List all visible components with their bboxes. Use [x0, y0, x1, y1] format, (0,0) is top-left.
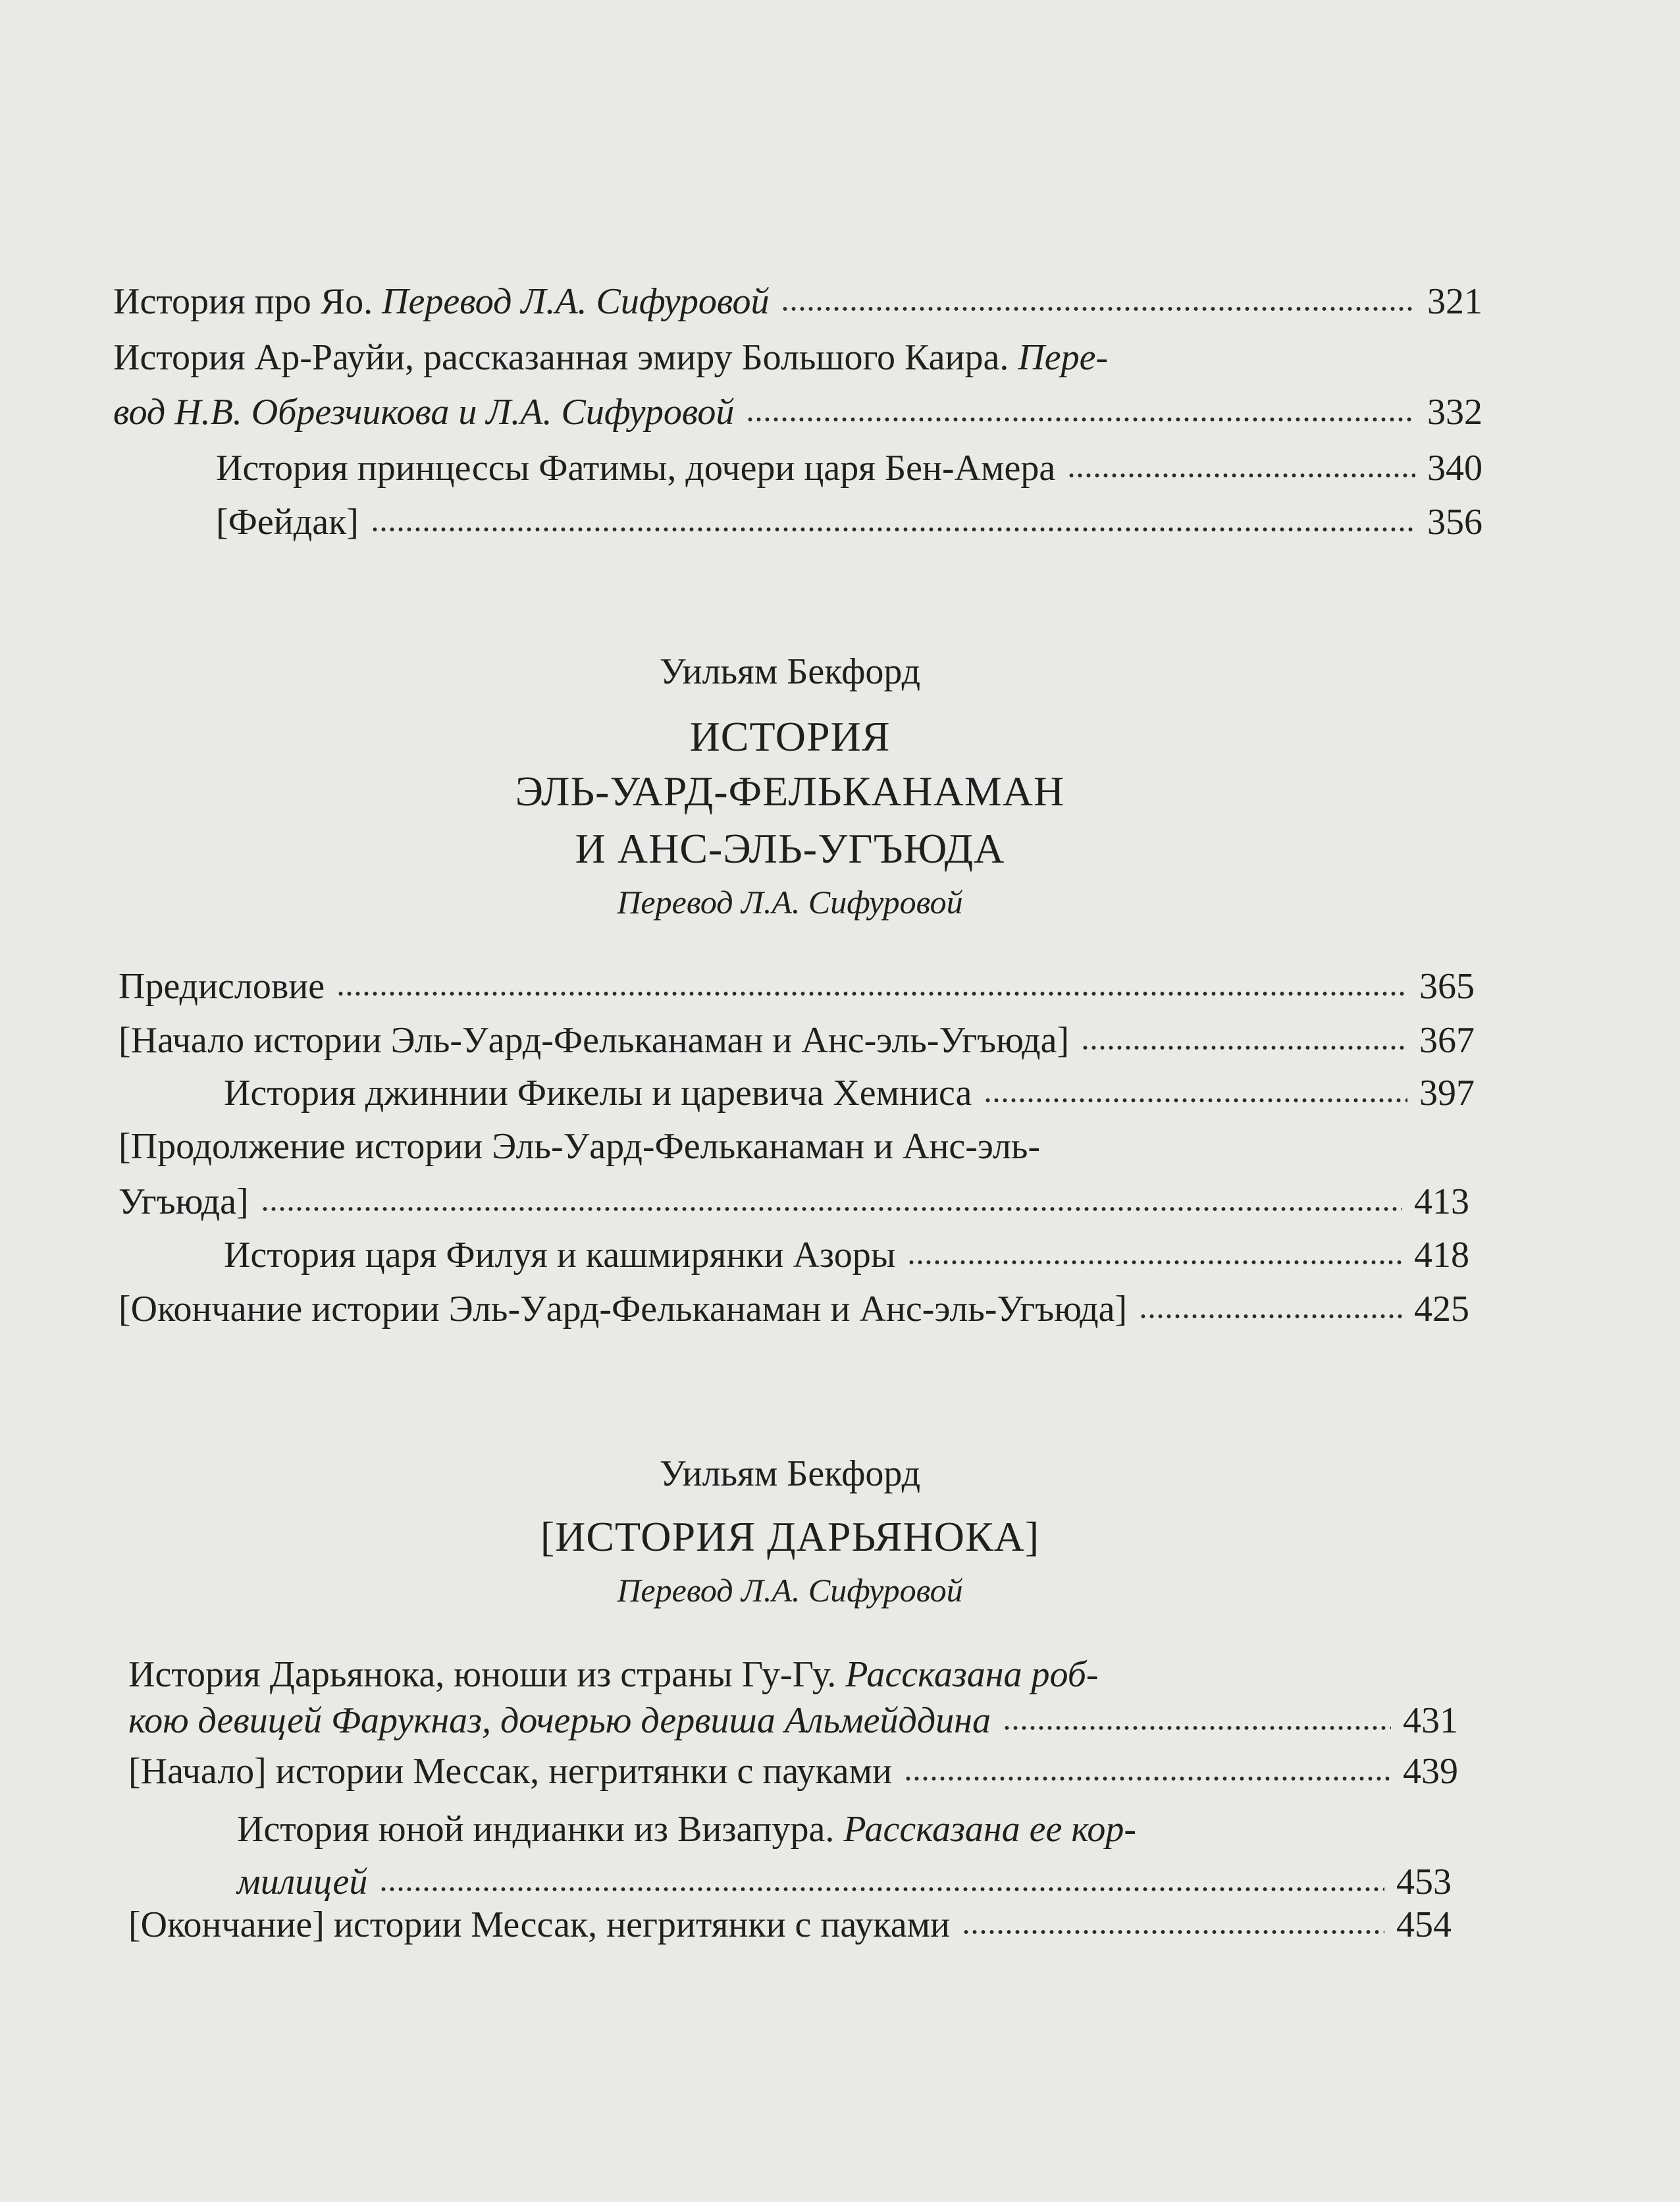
toc-entry-line2 — [113, 394, 1483, 431]
toc-entry — [118, 1291, 1469, 1328]
leader-dots — [904, 1774, 1391, 1783]
leader-dots — [1003, 1723, 1391, 1732]
entry-title: История про Яо. — [113, 281, 373, 322]
page-number: 454 — [1396, 1904, 1452, 1945]
toc-entry — [113, 283, 1483, 320]
leader-dots — [984, 1096, 1407, 1105]
entry-title: [Начало истории Эль-Уард-Фельканаман и Анс-эль-Угъюда] — [118, 1020, 1070, 1061]
page-number: 431 — [1403, 1700, 1458, 1741]
section-title-line: ИСТОРИЯ — [689, 713, 891, 760]
leader-dots — [962, 1927, 1384, 1937]
entry-title: История юной индианки из Визапура. — [237, 1809, 835, 1850]
entry-narrator-part: Рассказана ее кор- — [843, 1809, 1137, 1850]
page-number: 453 — [1396, 1862, 1452, 1902]
entry-title: [Фейдак] — [216, 502, 359, 543]
toc-entry-line2 — [118, 1183, 1469, 1220]
leader-dots — [746, 415, 1415, 424]
leader-dots — [1139, 1312, 1402, 1321]
toc-entry — [216, 450, 1483, 487]
page-number: 439 — [1403, 1751, 1458, 1792]
toc-entry — [128, 1906, 1452, 1943]
page-number: 340 — [1427, 448, 1483, 489]
page-number: 367 — [1419, 1020, 1475, 1061]
toc-entry-line1 — [113, 339, 1108, 376]
leader-dots — [781, 304, 1415, 313]
entry-title: [Начало] истории Мессак, негритянки с пауками — [128, 1751, 892, 1792]
toc-entry — [128, 1753, 1458, 1790]
section-title-line: И АНС-ЭЛЬ-УГЪЮДА — [575, 825, 1005, 872]
entry-translator: Перевод Л.А. Сифуровой — [382, 281, 770, 322]
entry-title: Угъюда] — [118, 1181, 249, 1222]
leader-dots — [907, 1258, 1402, 1267]
page-number: 356 — [1427, 502, 1483, 543]
leader-dots — [371, 525, 1415, 534]
entry-translator-part: Пере- — [1018, 337, 1109, 378]
section-translator: Перевод Л.А. Сифуровой — [617, 884, 963, 921]
entry-title: [Окончание истории Эль-Уард-Фельканаман и Анс-эль-Угъюда] — [118, 1289, 1128, 1329]
section-translator: Перевод Л.А. Сифуровой — [617, 1572, 963, 1609]
page-number: 365 — [1419, 966, 1475, 1007]
leader-dots — [336, 989, 1407, 998]
toc-entry — [224, 1237, 1469, 1274]
toc-entry-line1 — [128, 1656, 1099, 1693]
entry-narrator-part: кою девицей Фарукназ, дочерью дервиша Альмейддина — [128, 1700, 991, 1741]
section-title: [ИСТОРИЯ ДАРЬЯНОКА] — [540, 1513, 1040, 1560]
entry-title: Предисловие — [118, 966, 325, 1007]
toc-entry-line2 — [128, 1702, 1458, 1739]
entry-translator-part: вод Н.В. Обрезчикова и Л.А. Сифуровой — [113, 392, 735, 433]
toc-entry-line1: [Продолжение истории Эль-Уард-Фельканаман и Анс-эль- — [118, 1126, 1041, 1167]
toc-entry — [118, 968, 1475, 1005]
entry-title: История царя Филуя и кашмирянки Азоры — [224, 1235, 896, 1276]
section-title-line: ЭЛЬ-УАРД-ФЕЛЬКАНАМАН — [515, 768, 1065, 815]
leader-dots — [261, 1204, 1402, 1214]
page-number: 397 — [1419, 1073, 1475, 1114]
entry-title: История Дарьянока, юноши из страны Гу-Гу. — [128, 1654, 837, 1695]
leader-dots — [379, 1885, 1384, 1894]
page-number: 332 — [1427, 392, 1483, 433]
section-author: Уильям Бекфорд — [659, 1453, 921, 1494]
section-author: Уильям Бекфорд — [659, 651, 921, 692]
page-number: 413 — [1414, 1181, 1469, 1222]
toc-entry — [216, 504, 1483, 541]
page-number: 321 — [1427, 281, 1483, 322]
entry-title: История джиннии Фикелы и царевича Хемниса — [224, 1073, 972, 1114]
toc-entry-line2 — [237, 1864, 1452, 1900]
toc-entry-line1 — [237, 1811, 1136, 1848]
entry-title: [Окончание] истории Мессак, негритянки с пауками — [128, 1904, 950, 1945]
entry-narrator-part: милицей — [237, 1862, 368, 1902]
page-number: 425 — [1414, 1289, 1469, 1329]
toc-entry — [224, 1075, 1475, 1112]
page-number: 418 — [1414, 1235, 1469, 1276]
toc-entry — [118, 1022, 1475, 1059]
entry-title: История Ар-Рауйи, рассказанная эмиру Большого Каира. — [113, 337, 1009, 378]
entry-narrator-part: Рассказана роб- — [845, 1654, 1099, 1695]
leader-dots — [1081, 1043, 1407, 1052]
leader-dots — [1067, 471, 1415, 480]
entry-title: История принцессы Фатимы, дочери царя Бен-Амера — [216, 448, 1056, 489]
